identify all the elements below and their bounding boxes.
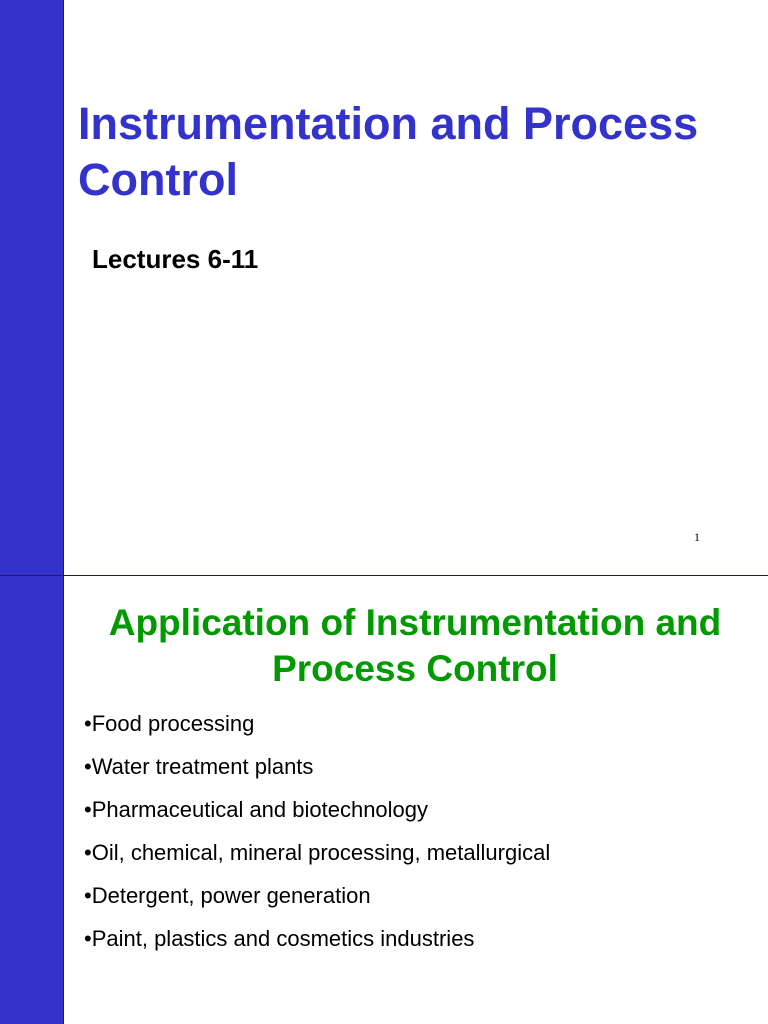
bullet-item: •Paint, plastics and cosmetics industries: [84, 926, 475, 951]
page-number: 1: [694, 530, 700, 544]
bullet-list: [84, 709, 724, 967]
slide-2: [0, 576, 768, 1024]
bullet-item: •Oil, chemical, mineral processing, metallurgical: [84, 840, 551, 865]
bullet-item: •Food processing: [84, 711, 255, 736]
accent-bar: [0, 0, 64, 576]
bullet-item: •Detergent, power generation: [84, 883, 371, 908]
slide-subtitle: Lectures 6-11: [92, 244, 259, 274]
slide-title: Application of Instrumentation and Process Control: [108, 602, 722, 689]
bullet-item: •Water treatment plants: [84, 754, 314, 779]
accent-bar: [0, 576, 64, 1024]
bullet-item: •Pharmaceutical and biotechnology: [84, 797, 429, 822]
slide-title: Instrumentation and Process Control: [78, 98, 699, 205]
